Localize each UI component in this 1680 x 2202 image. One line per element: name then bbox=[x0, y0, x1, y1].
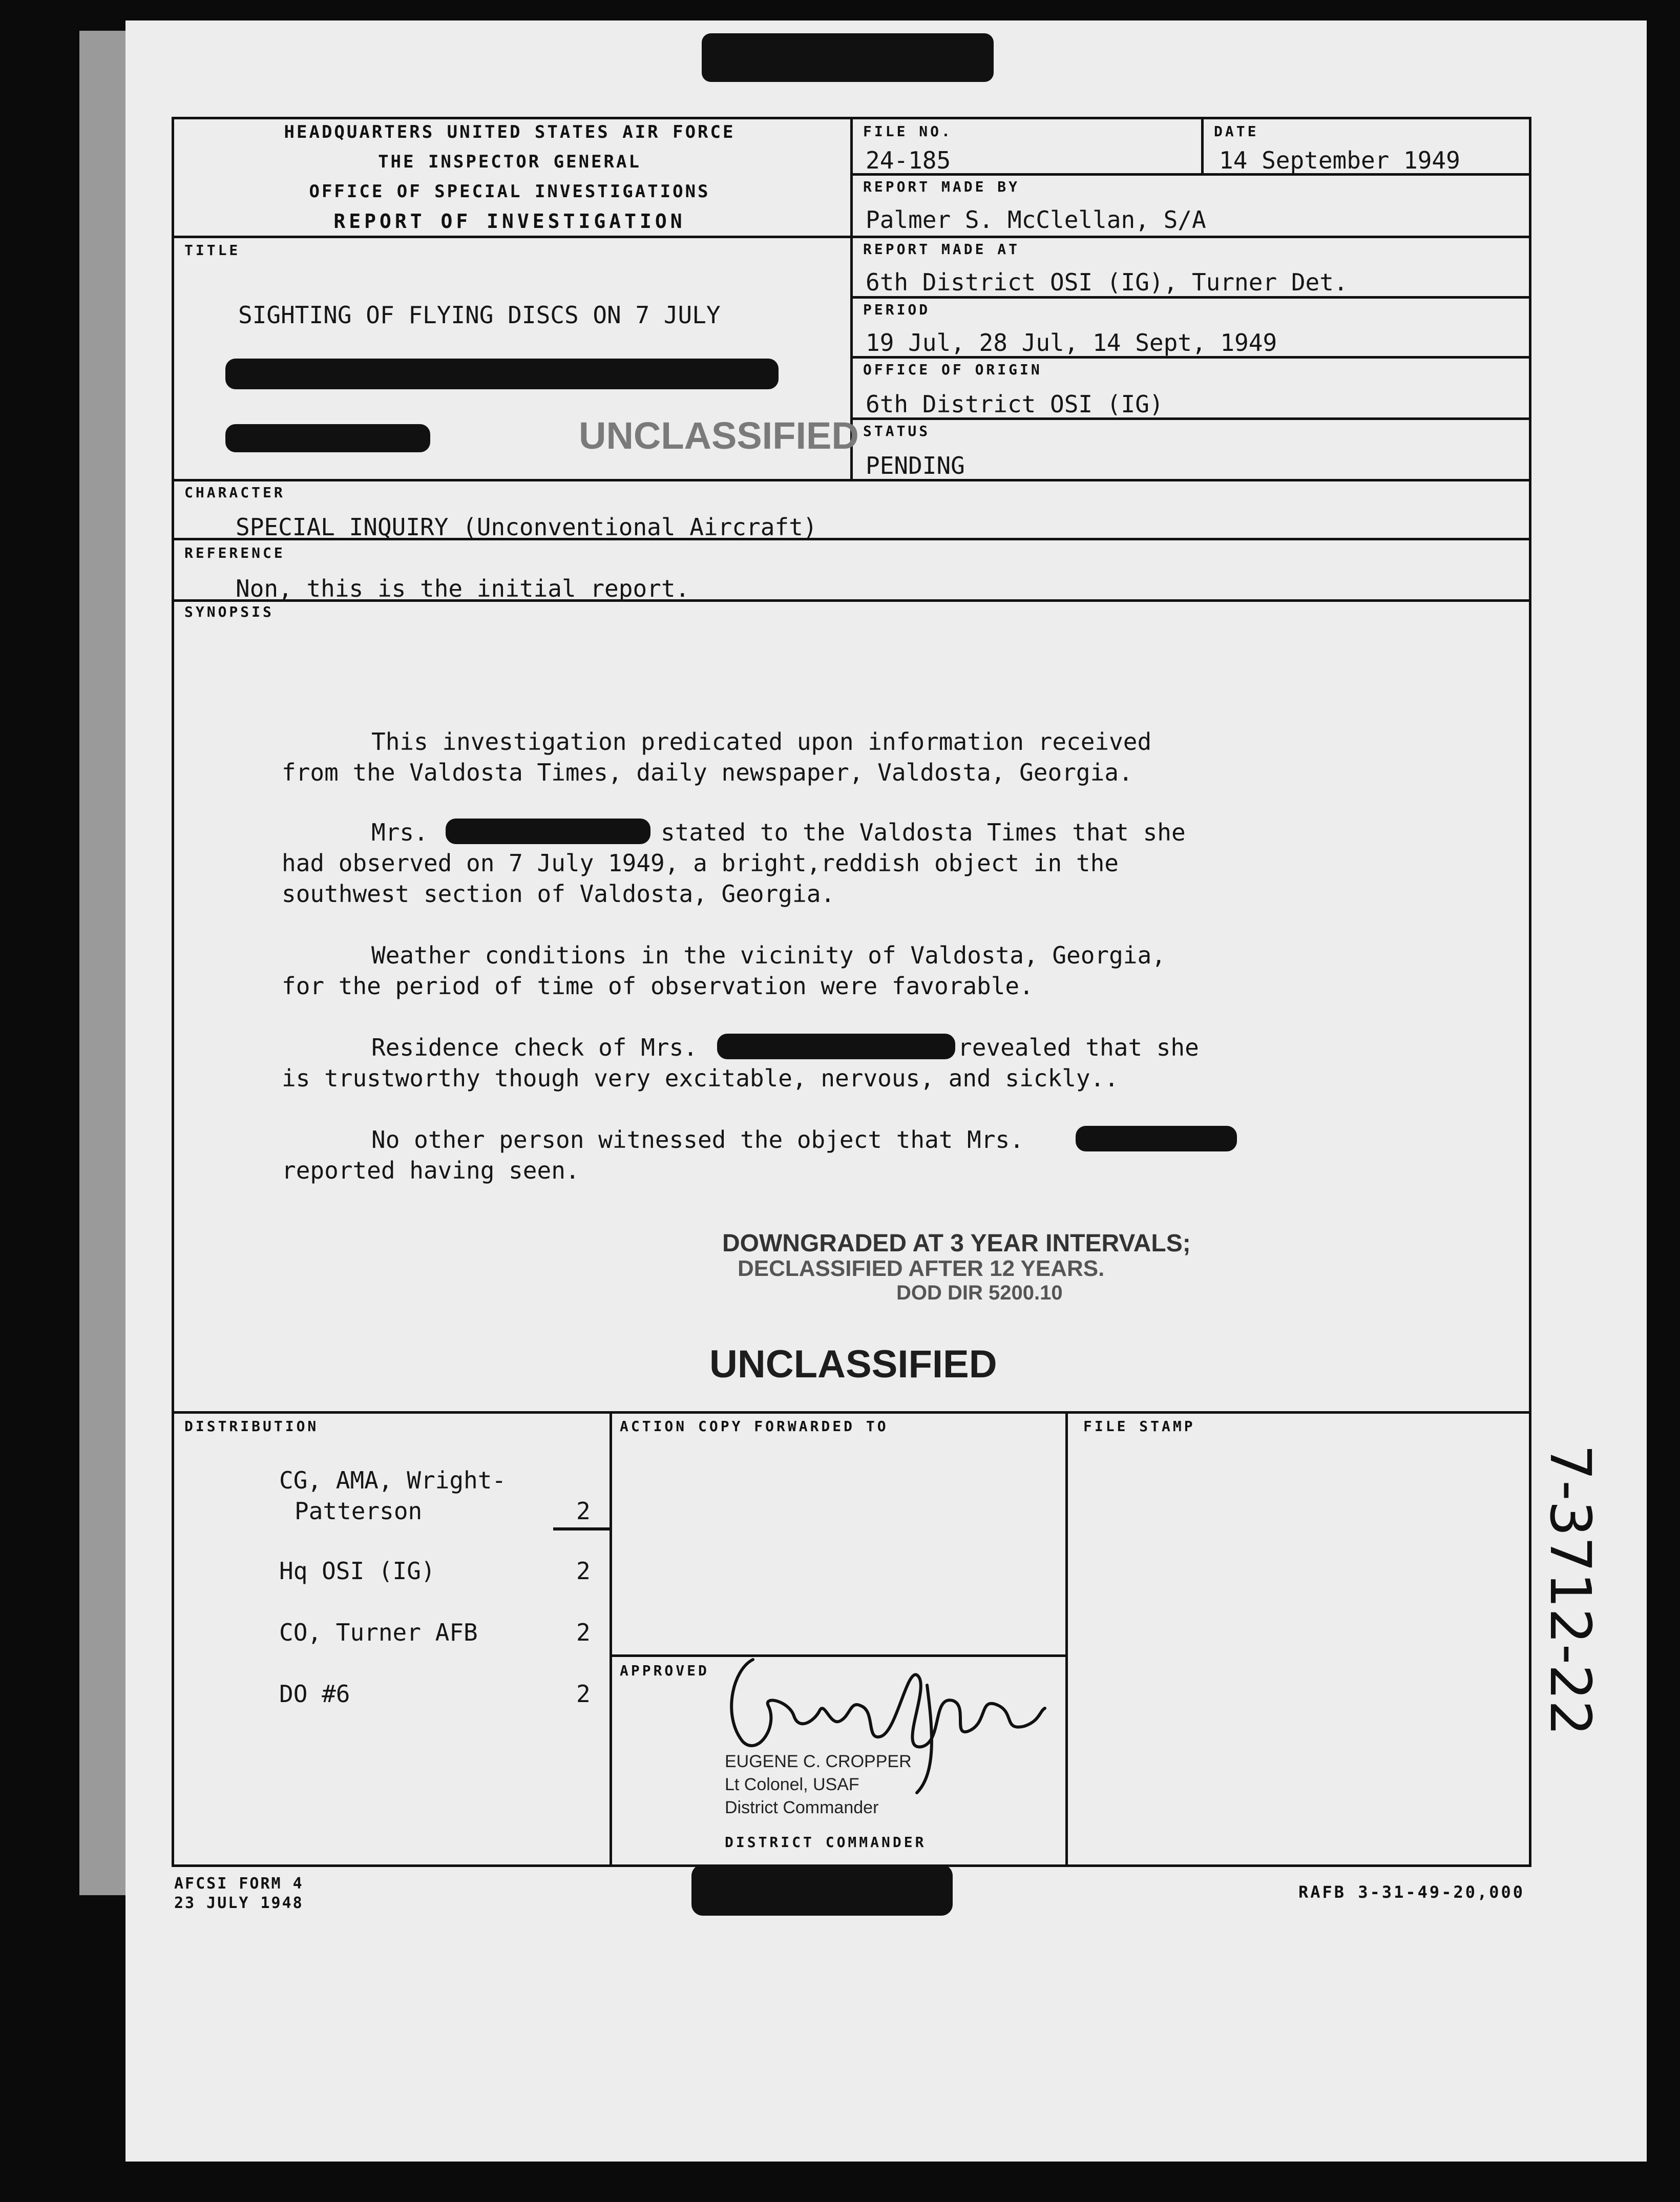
date-divider bbox=[1201, 117, 1204, 176]
redaction-name-3 bbox=[1076, 1126, 1237, 1151]
approved-role: DISTRICT COMMANDER bbox=[725, 1834, 927, 1851]
synopsis-p2-line3: southwest section of Valdosta, Georgia. bbox=[282, 880, 835, 908]
file-no-value: 24-185 bbox=[866, 146, 951, 174]
distribution-row-1-name2: Patterson bbox=[295, 1497, 423, 1525]
distribution-row-3-name: CO, Turner AFB bbox=[279, 1619, 478, 1646]
synopsis-p2-line1a: Mrs. bbox=[371, 819, 428, 846]
distribution-underline bbox=[553, 1527, 610, 1530]
synopsis-p4-line1b: revealed that she bbox=[958, 1034, 1199, 1061]
distribution-divider bbox=[610, 1411, 612, 1867]
synopsis-p3-line2: for the period of time of observation were favorable. bbox=[282, 972, 1034, 1000]
redaction-name-1 bbox=[446, 819, 650, 844]
form-number: AFCSI FORM 4 bbox=[174, 1875, 304, 1893]
status-label: STATUS bbox=[863, 423, 931, 439]
office-of-origin-value: 6th District OSI (IG) bbox=[866, 390, 1164, 418]
synopsis-p5-line2: reported having seen. bbox=[282, 1157, 580, 1184]
period-label: PERIOD bbox=[863, 301, 931, 318]
distribution-row-1-name: CG, AMA, Wright- bbox=[279, 1466, 507, 1494]
distribution-row-2-count: 2 bbox=[576, 1557, 591, 1585]
distribution-row-4-name: DO #6 bbox=[279, 1680, 350, 1708]
synopsis-p4-line1a: Residence check of Mrs. bbox=[371, 1034, 698, 1061]
synopsis-p1-line1: This investigation predicated upon information received bbox=[371, 728, 1152, 756]
line-report-by bbox=[172, 236, 1531, 238]
unclassified-stamp: UNCLASSIFIED bbox=[709, 1343, 997, 1386]
report-made-by-label: REPORT MADE BY bbox=[863, 178, 1020, 195]
line-made-at bbox=[850, 296, 1529, 299]
header-line-1: HEADQUARTERS UNITED STATES AIR FORCE bbox=[284, 122, 736, 142]
redaction-bottom bbox=[691, 1864, 953, 1916]
title-value: SIGHTING OF FLYING DISCS ON 7 JULY bbox=[238, 301, 721, 329]
synopsis-p1-line2: from the Valdosta Times, daily newspaper, Valdosta, Georgia. bbox=[282, 759, 1133, 786]
approved-rank: Lt Colonel, USAF bbox=[725, 1775, 859, 1794]
date-label: DATE bbox=[1214, 123, 1259, 140]
period-value: 19 Jul, 28 Jul, 14 Sept, 1949 bbox=[866, 329, 1277, 356]
character-value: SPECIAL INQUIRY (Unconventional Aircraft) bbox=[236, 513, 817, 541]
header-line-3: OFFICE OF SPECIAL INVESTIGATIONS bbox=[309, 181, 710, 202]
margin-handwritten-number: 7-3712-22 bbox=[1538, 1444, 1603, 1736]
downgrade-stamp-line1: DOWNGRADED AT 3 YEAR INTERVALS; bbox=[722, 1230, 1191, 1257]
form-border-right bbox=[1529, 117, 1531, 1867]
line-synopsis-bottom bbox=[172, 1411, 1531, 1414]
reference-label: REFERENCE bbox=[184, 544, 285, 561]
downgrade-stamp-line3: DOD DIR 5200.10 bbox=[896, 1282, 1063, 1304]
synopsis-p4-line2: is trustworthy though very excitable, nervous, and sickly.. bbox=[282, 1064, 1119, 1092]
synopsis-label: SYNOPSIS bbox=[184, 603, 274, 620]
line-status bbox=[172, 479, 1531, 481]
printer-code: RAFB 3-31-49-20,000 bbox=[1298, 1882, 1525, 1902]
redaction-name-2 bbox=[717, 1034, 955, 1059]
report-made-by-value: Palmer S. McClellan, S/A bbox=[866, 206, 1206, 234]
header-line-4: REPORT OF INVESTIGATION bbox=[333, 210, 686, 233]
synopsis-p2-line1b: stated to the Valdosta Times that she bbox=[661, 819, 1186, 846]
redaction-title-1 bbox=[225, 359, 779, 389]
header-line-2: THE INSPECTOR GENERAL bbox=[378, 152, 641, 172]
status-value: PENDING bbox=[866, 452, 965, 479]
approved-name: EUGENE C. CROPPER bbox=[725, 1752, 912, 1771]
downgrade-stamp-line2: DECLASSIFIED AFTER 12 YEARS. bbox=[738, 1256, 1105, 1281]
report-made-at-value: 6th District OSI (IG), Turner Det. bbox=[866, 268, 1348, 296]
file-no-label: FILE NO. bbox=[863, 123, 953, 140]
office-of-origin-label: OFFICE OF ORIGIN bbox=[863, 361, 1042, 378]
approved-label: APPROVED bbox=[620, 1662, 709, 1679]
redaction-top bbox=[702, 33, 994, 82]
action-copy-label: ACTION COPY FORWARDED TO bbox=[620, 1418, 889, 1435]
report-made-at-label: REPORT MADE AT bbox=[863, 241, 1020, 258]
distribution-row-3-count: 2 bbox=[576, 1619, 591, 1646]
file-stamp-divider bbox=[1065, 1411, 1068, 1867]
synopsis-p3-line1: Weather conditions in the vicinity of Valdosta, Georgia, bbox=[371, 941, 1166, 969]
character-label: CHARACTER bbox=[184, 484, 285, 501]
reference-value: Non, this is the initial report. bbox=[236, 575, 690, 602]
title-label: TITLE bbox=[184, 242, 241, 259]
distribution-label: DISTRIBUTION bbox=[184, 1418, 319, 1435]
synopsis-p2-line2: had observed on 7 July 1949, a bright,reddish object in the bbox=[282, 849, 1119, 877]
distribution-row-4-count: 2 bbox=[576, 1680, 591, 1708]
approved-title: District Commander bbox=[725, 1798, 879, 1817]
distribution-row-2-name: Hq OSI (IG) bbox=[279, 1557, 435, 1585]
form-border-left bbox=[172, 117, 174, 1867]
redaction-title-2 bbox=[225, 424, 430, 452]
form-date: 23 JULY 1948 bbox=[174, 1894, 304, 1912]
file-stamp-label: FILE STAMP bbox=[1083, 1418, 1195, 1435]
distribution-row-1-count: 2 bbox=[576, 1497, 591, 1525]
synopsis-p5-line1a: No other person witnessed the object that Mrs. bbox=[371, 1126, 1024, 1154]
unclassified-faint-stamp: UNCLASSIFIED bbox=[579, 414, 859, 457]
date-value: 14 September 1949 bbox=[1219, 146, 1460, 174]
